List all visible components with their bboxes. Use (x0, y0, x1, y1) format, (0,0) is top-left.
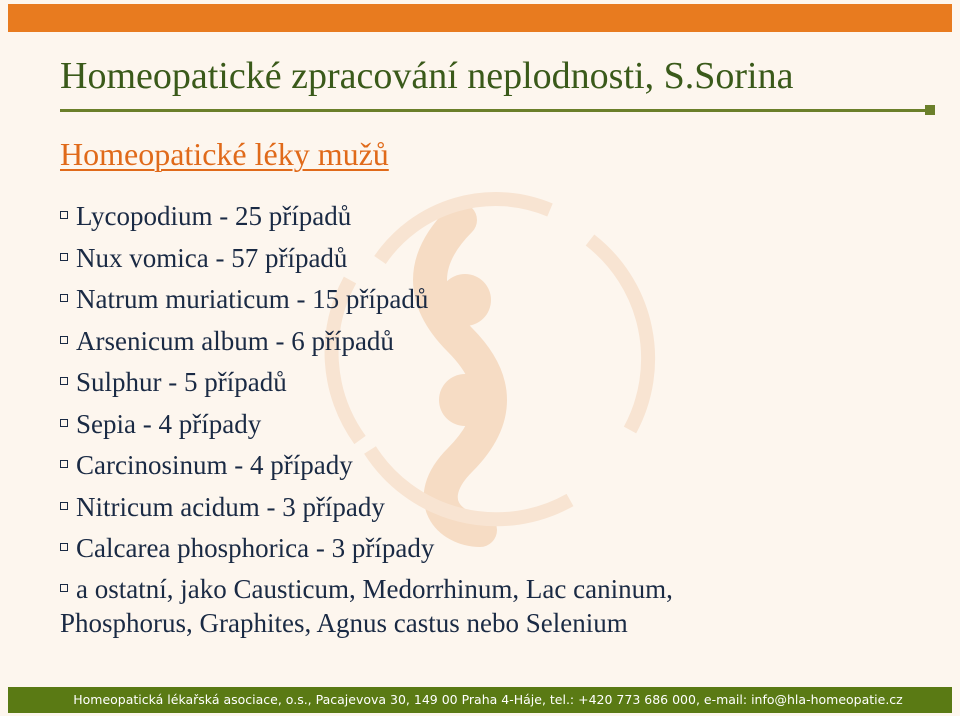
list-item (60, 321, 673, 363)
title-divider-end (925, 105, 935, 115)
square-bullet-icon (60, 419, 68, 427)
list-item (60, 279, 673, 321)
square-bullet-icon (60, 211, 68, 219)
list-item (60, 362, 673, 404)
list-item (60, 404, 673, 446)
list-item-text: Nitricum acidum - 3 případy (76, 491, 385, 522)
list-item (60, 238, 673, 280)
list-item-text: Sepia - 4 případy (76, 408, 262, 439)
list-item-text: Lycopodium - 25 případů (76, 201, 352, 231)
list-item (60, 196, 673, 238)
top-accent-bar (8, 4, 952, 32)
footer-contact: Homeopatická lékařská asociace, o.s., Pacajevova 30, 149 00 Praha 4-Háje, tel.: +420 773 686 000, e-mail: info@hla-homeopatie.cz (73, 692, 903, 707)
slide-subtitle: Homeopatické léky mužů (60, 136, 389, 172)
list-item (60, 572, 673, 606)
slide-title: Homeopatické zpracování neplodnosti, S.Sorina (60, 55, 794, 97)
title-divider (60, 109, 933, 112)
square-bullet-icon (60, 253, 68, 261)
list-item-text: Arsenicum album - 6 případů (76, 325, 394, 356)
list-item-text: Natrum muriaticum - 15 případů (76, 284, 429, 314)
list-item-text: Calcarea phosphorica - 3 případy (76, 533, 435, 563)
square-bullet-icon (60, 294, 68, 302)
remedy-list (60, 196, 673, 640)
list-item-text: Nux vomica - 57 případů (76, 242, 348, 273)
list-item (60, 445, 673, 487)
square-bullet-icon (60, 584, 68, 592)
list-item-text: Phosphorus, Graphites, Agnus castus nebo Selenium (60, 607, 628, 638)
list-item-text: Sulphur - 5 případů (76, 367, 287, 397)
square-bullet-icon (60, 377, 68, 385)
square-bullet-icon (60, 336, 68, 344)
list-item (60, 487, 673, 529)
list-item-continuation (60, 606, 673, 640)
footer-bar (8, 687, 952, 713)
list-item (60, 528, 673, 570)
square-bullet-icon (60, 502, 68, 510)
list-item-text: Carcinosinum - 4 případy (76, 450, 353, 480)
list-item-text: a ostatní, jako Causticum, Medorrhinum, Lac caninum, (76, 573, 673, 604)
square-bullet-icon (60, 460, 68, 468)
square-bullet-icon (60, 543, 68, 551)
